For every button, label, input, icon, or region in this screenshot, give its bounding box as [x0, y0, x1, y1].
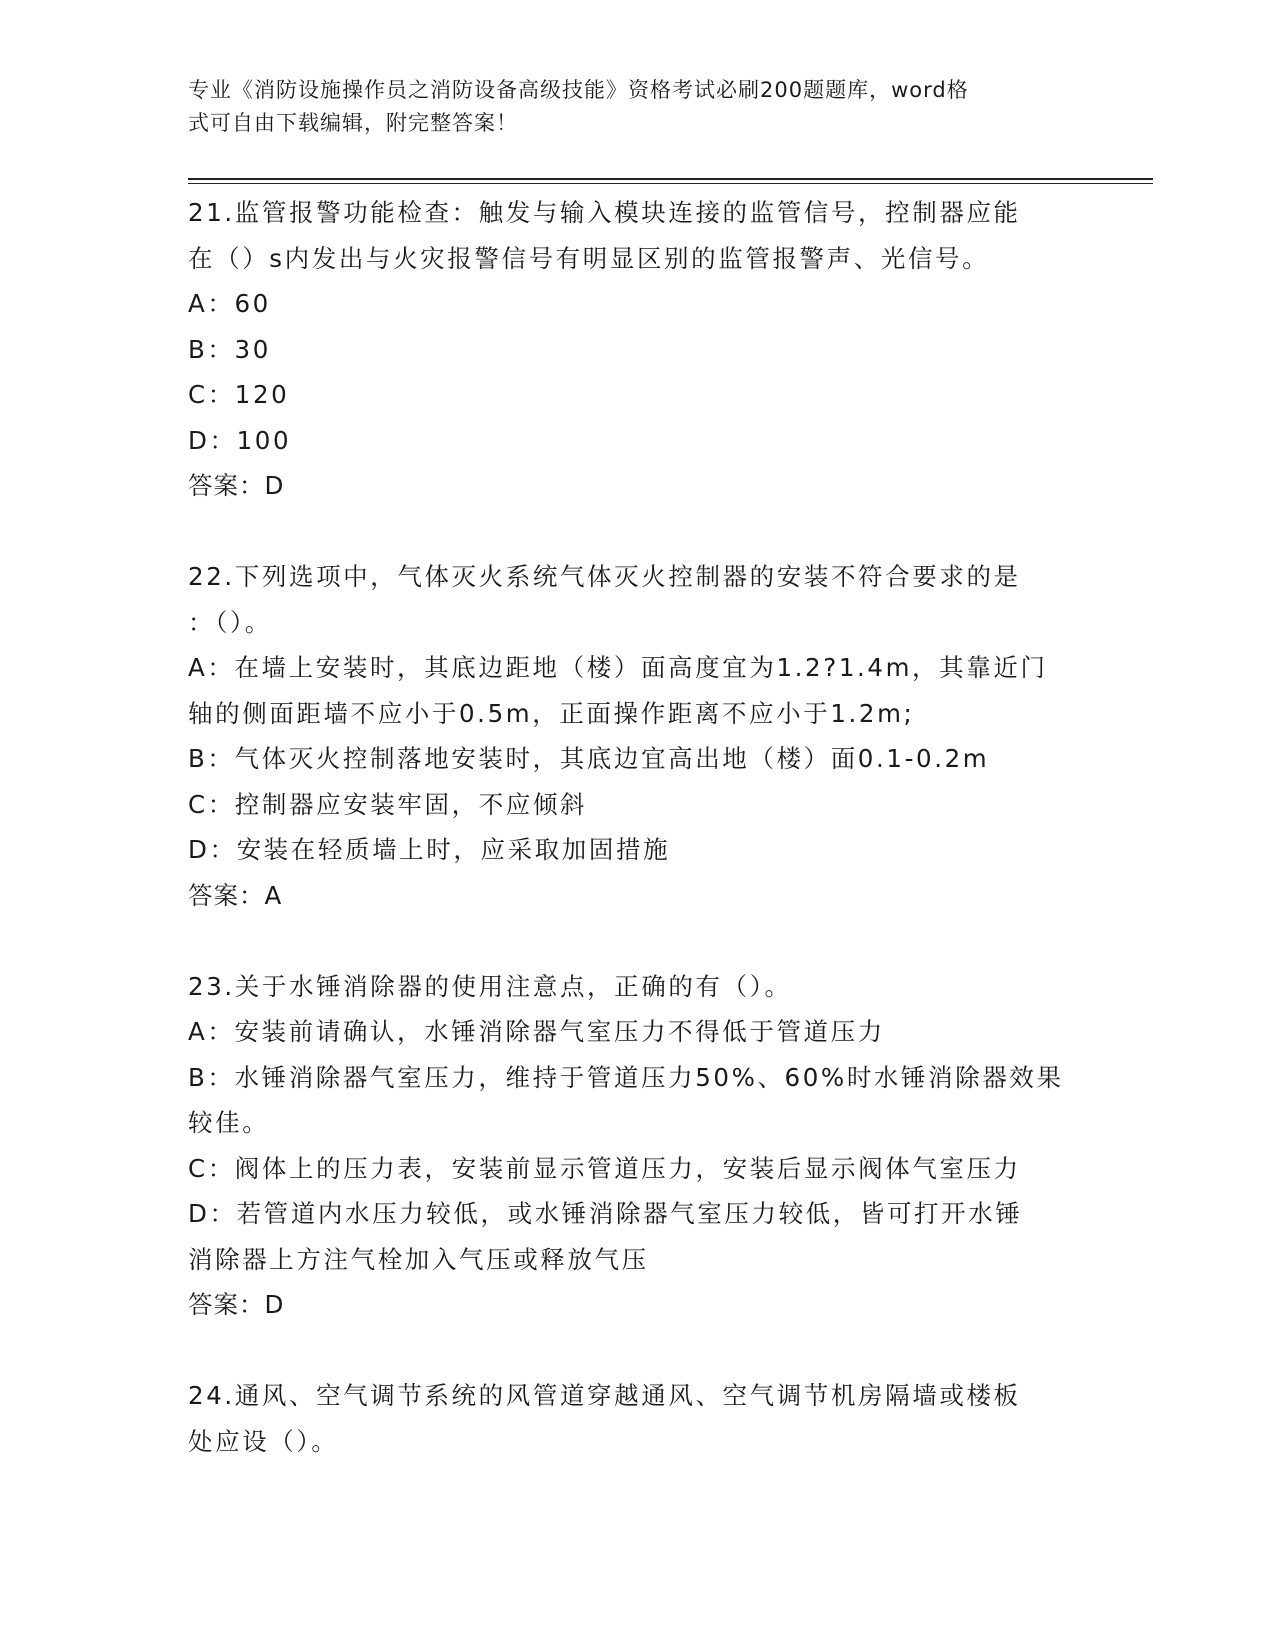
question-22: [188, 554, 1088, 918]
question-23: [188, 964, 1088, 1328]
option-d-continued: 消除器上方注气栓加入气压或释放气压: [188, 1244, 649, 1274]
option-d: D：100: [188, 425, 292, 455]
question-text-line: 21.监管报警功能检查：触发与输入模块连接的监管信号，控制器应能: [188, 198, 1021, 227]
option-a: A：60: [188, 289, 271, 318]
option-d: D：若管道内水压力较低，或水锤消除器气室压力较低，皆可打开水锤: [188, 1199, 1023, 1228]
question-24: [188, 1373, 1088, 1464]
header-divider-thick: [188, 178, 1153, 180]
question-text-line: 23.关于水锤消除器的使用注意点，正确的有（）。: [188, 971, 792, 1001]
document-header: [188, 74, 1068, 140]
option-d: D：安装在轻质墙上时，应采取加固措施: [188, 835, 671, 864]
option-b: B：气体灭火控制落地安装时，其底边宜高出地（楼）面0.1-0.2m: [188, 744, 990, 773]
option-c: C：阀体上的压力表，安装前显示管道压力，安装后显示阀体气室压力: [188, 1153, 1021, 1183]
question-text-line: 处应设（）。: [188, 1426, 339, 1456]
option-a: A：在墙上安装时，其底边距地（楼）面高度宜为1.2?1.4m，其靠近门: [188, 653, 1048, 682]
header-line-2: 式可自由下载编辑，附完整答案！: [188, 111, 518, 135]
option-a-continued: 轴的侧面距墙不应小于0.5m，正面操作距离不应小于1.2m;: [188, 698, 915, 728]
header-divider-thin: [188, 183, 1153, 184]
option-b-continued: 较佳。: [188, 1108, 270, 1137]
question-list: [188, 190, 1088, 1464]
answer: 答案：A: [188, 880, 283, 910]
spacer: [188, 918, 1088, 964]
option-b: B：水锤消除器气室压力，维持于管道压力50%、60%时水锤消除器效果: [188, 1062, 1064, 1092]
question-21: [188, 190, 1088, 509]
spacer: [188, 1328, 1088, 1374]
answer: 答案：D: [188, 1290, 285, 1319]
option-c: C：控制器应安装牢固，不应倾斜: [188, 789, 588, 819]
header-line-1: 专业《消防设施操作员之消防设备高级技能》资格考试必刷200题题库，word格: [188, 78, 969, 102]
question-text-line: 22.下列选项中，气体灭火系统气体灭火控制器的安装不符合要求的是: [188, 562, 1021, 591]
question-text-line: ：（）。: [188, 607, 272, 637]
question-text-line: 24.通风、空气调节系统的风管道穿越通风、空气调节机房隔墙或楼板: [188, 1381, 1021, 1410]
question-text-line: 在（）s内发出与火灾报警信号有明显区别的监管报警声、光信号。: [188, 243, 990, 273]
option-a: A：安装前请确认，水锤消除器气室压力不得低于管道压力: [188, 1017, 885, 1046]
answer: 答案：D: [188, 471, 285, 500]
option-c: C：120: [188, 380, 290, 409]
spacer: [188, 509, 1088, 555]
option-b: B：30: [188, 334, 271, 364]
